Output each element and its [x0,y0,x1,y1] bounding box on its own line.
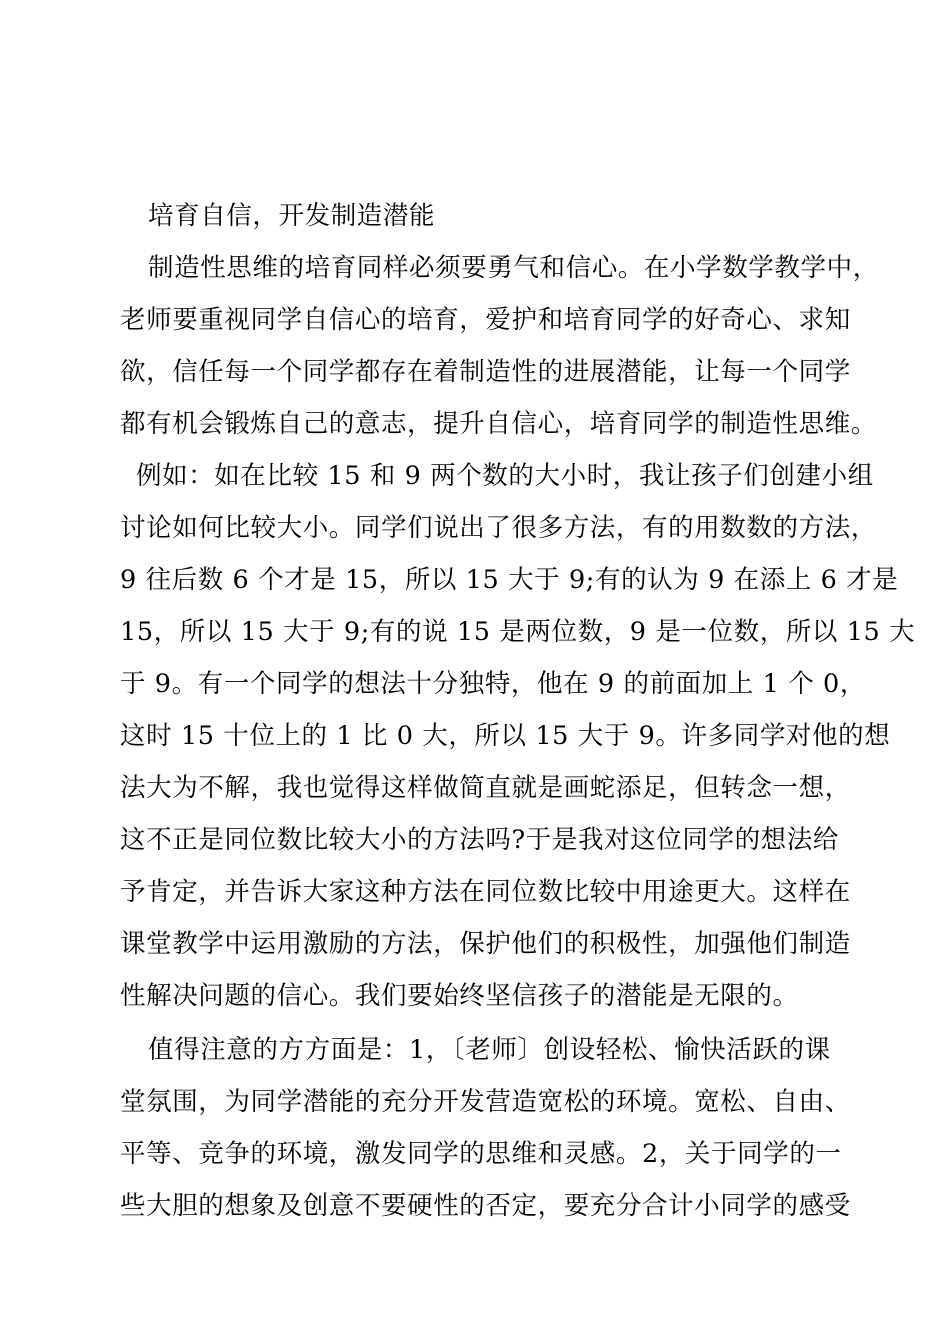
section-heading: 培育自信，开发制造潜能 [148,201,436,231]
paragraph-line: 法大为不解，我也觉得这样做简直就是画蛇添足，但转念一想， [120,773,851,803]
paragraph-line: 这时 15 十位上的 1 比 0 大，所以 15 大于 9。许多同学对他的想 [120,721,891,751]
paragraph-line: 些大胆的想象及创意不要硬性的否定，要充分合计小同学的感受 [120,1191,851,1221]
paragraph-line: 予肯定，并告诉大家这种方法在同位数比较中用途更大。这样在 [120,877,851,907]
paragraph-line: 值得注意的方方面是：1，〔老师〕创设轻松、愉快活跃的课 [148,1035,831,1065]
paragraph-line: 欲，信任每一个同学都存在着制造性的进展潜能，让每一个同学 [120,357,851,387]
paragraph-line: 15，所以 15 大于 9;有的说 15 是两位数，9 是一位数，所以 15 大 [120,617,916,647]
paragraph-line: 例如：如在比较 15 和 9 两个数的大小时，我让孩子们创建小组 [136,461,874,491]
paragraph-line: 于 9。有一个同学的想法十分独特，他在 9 的前面加上 1 个 0， [120,669,866,699]
paragraph-line: 性解决问题的信心。我们要始终坚信孩子的潜能是无限的。 [120,981,799,1011]
paragraph-line: 堂氛围，为同学潜能的充分开发营造宽松的环境。宽松、自由、 [120,1087,851,1117]
paragraph-line: 讨论如何比较大小。同学们说出了很多方法，有的用数数的方法， [120,513,877,543]
paragraph-line: 平等、竞争的环境，激发同学的思维和灵感。2，关于同学的一 [120,1139,842,1169]
paragraph-line: 课堂教学中运用激励的方法，保护他们的积极性，加强他们制造 [120,929,851,959]
paragraph-line: 9 往后数 6 个才是 15，所以 15 大于 9;有的认为 9 在添上 6 才是 [120,565,899,595]
paragraph-line: 这不正是同位数比较大小的方法吗?于是我对这位同学的想法给 [120,825,839,855]
paragraph-line: 老师要重视同学自信心的培育，爱护和培育同学的好奇心、求知 [120,305,851,335]
paragraph-line: 都有机会锻炼自己的意志，提升自信心，培育同学的制造性思维。 [120,409,877,439]
paragraph-line: 制造性思维的培育同样必须要勇气和信心。在小学数学教学中， [148,253,879,283]
